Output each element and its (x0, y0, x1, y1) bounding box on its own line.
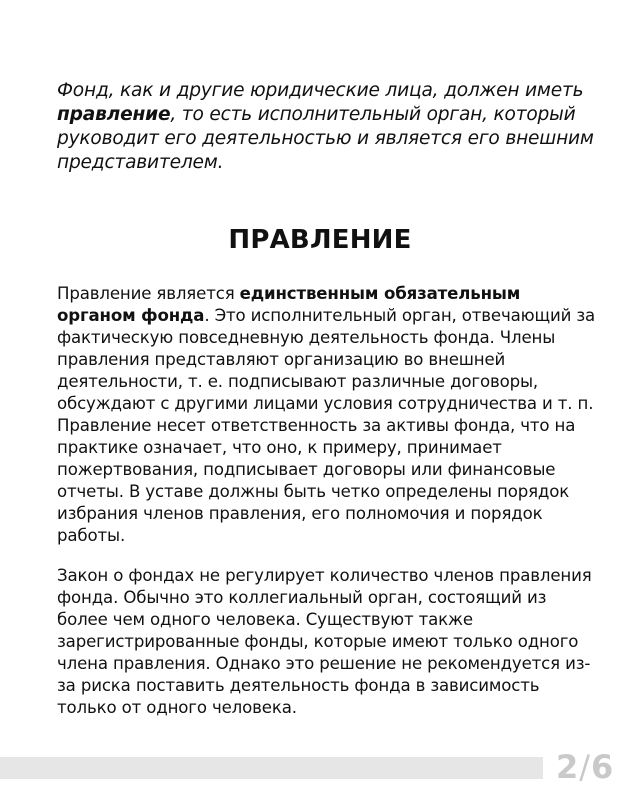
paragraph-1-bold: единственным обязательным органом фонда (57, 284, 521, 325)
intro-text-start: Фонд, как и другие юридические лица, должен иметь (57, 80, 584, 101)
paragraph-1-end: . Это исполнительный орган, отвечающий за фактическую повседневную деятельность фонда. Члены правления представляют организацию во внешней деятельности, т. е. подписывают различные договоры, обсуждают с другими лицами условия сотрудничества и т. п. Правление несет ответственность за активы фонда, что на практике означает, что оно, к примеру, принимает пожертвования, подписывает договоры или финансовые отчеты. В уставе должны быть четко определены порядок избрания членов правления, его полномочия и порядок работы. (57, 306, 596, 545)
intro-text-end: , то есть исполнительный орган, который руководит его деятельностью и является его внешним представителем. (57, 104, 594, 173)
page-current: 2 (556, 748, 580, 786)
section-title: ПРАВЛЕНИЕ (228, 225, 412, 255)
footer-progress-bar (0, 757, 543, 779)
intro-bold-term: правление (57, 104, 171, 125)
page-total: 6 (591, 748, 615, 786)
page-separator: / (579, 748, 592, 786)
page-indicator (556, 748, 626, 786)
paragraph-1 (57, 283, 597, 547)
paragraph-1-start: Правление является (57, 284, 240, 303)
intro-text (57, 79, 597, 175)
paragraph-2: Закон о фондах не регулирует количество членов правления фонда. Обычно это коллегиальный орган, состоящий из более чем одного человека. Существуют также зарегистрированные фонды, которые имеют только одного члена правления. Однако это решение не рекомендуется из-за риска поставить деятельность фонда в зависимость только от одного человека. (57, 566, 592, 717)
